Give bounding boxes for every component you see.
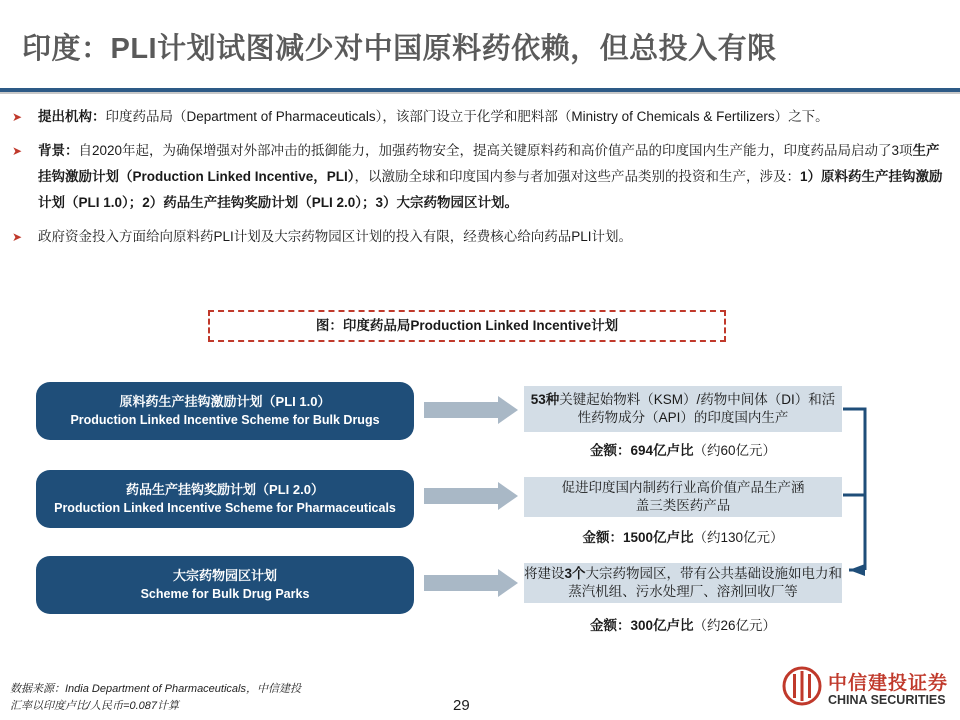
company-logo [782, 666, 958, 714]
scheme-amount [524, 614, 842, 634]
bullet-text: 自2020年起，为确保增强对外部冲击的抵御能力，加强药物安全，提高关键原料药和高价值产品的印度国内生产能力，印度药品局启动了3项 [78, 143, 913, 158]
scheme-desc-text: 大宗药物园区，带有公共基础设施如电力和蒸汽机组、污水处理厂、溶剂回收厂等 [568, 566, 843, 599]
bullet-list [12, 104, 950, 258]
right-arrow-icon [424, 482, 518, 510]
page-title: 印度：PLI计划试图减少对中国原料药依赖，但总投入有限 [22, 33, 777, 65]
scheme-amount [524, 439, 842, 459]
amount-note: （约130亿元） [693, 530, 784, 545]
bullet-text-cont: ，以激励全球和印度国内参与者加强对这些产品类别的投资和生产，涉及： [354, 169, 801, 184]
scheme-amount [524, 526, 842, 546]
scheme-desc-prefix: 将建设 [524, 566, 565, 581]
bullet-text: 印度药品局（Department of Pharmaceuticals），该部门设立于化学和肥料部（Ministry of Chemicals & Fertilizers）之下。 [105, 109, 829, 124]
bullet-label: 提出机构： [38, 109, 106, 124]
right-arrow-icon [424, 569, 518, 597]
amount-label: 金额： [582, 530, 623, 545]
scheme-description [524, 386, 842, 432]
page-number: 29 [453, 697, 470, 714]
exchange-rate-line: 汇率以印度卢比/人民币=0.087计算 [10, 700, 180, 712]
bullet-arrow-icon: ➤ [12, 144, 23, 158]
logo-text-cn: 中信建投证券 [828, 672, 949, 694]
data-source-note [10, 681, 301, 715]
scheme-description [524, 477, 842, 517]
bullet-arrow-icon: ➤ [12, 230, 23, 244]
amount-note: （约26亿元） [693, 618, 777, 633]
bracket-connector [843, 400, 883, 580]
right-arrow-icon [424, 396, 518, 424]
scheme-box-bulk-drugs [36, 382, 414, 440]
amount-value: 1500亿卢比 [622, 530, 694, 545]
scheme-box-pharmaceuticals [36, 470, 414, 528]
scheme-title-cn: 药品生产挂钩奖励计划（PLI 2.0） [126, 482, 324, 497]
title-divider-shadow [0, 92, 960, 94]
scheme-desc-highlight: 53种 [530, 392, 560, 407]
amount-value: 300亿卢比 [630, 618, 694, 633]
amount-label: 金额： [589, 443, 631, 458]
scheme-box-bulk-drug-parks [36, 556, 414, 614]
scheme-title-cn: 大宗药物园区计划 [172, 568, 277, 583]
scheme-desc-text: 促进印度国内制药行业高价值产品生产涵盖三类医药产品 [561, 480, 805, 513]
bullet-highlight-list: 1）原料药生产挂钩激励计划（PLI 1.0）；2）药品生产挂钩奖励计划（PLI 2.0）；3）大宗药物园区计划。 [38, 169, 943, 210]
figure-caption: 图：印度药品局Production Linked Incentive计划 [208, 310, 726, 342]
scheme-description [524, 563, 842, 603]
scheme-desc-highlight: 3个 [564, 566, 586, 581]
scheme-title-cn: 原料药生产挂钩激励计划（PLI 1.0） [119, 394, 331, 409]
citic-logo-icon [782, 666, 822, 706]
bullet-text: 政府资金投入方面给向原料药PLI计划及大宗药物园区计划的投入有限，经费核心给向药品PLI计划。 [38, 229, 633, 244]
bullet-item-background [12, 138, 950, 216]
bullet-arrow-icon: ➤ [12, 110, 23, 124]
amount-value: 694亿卢比 [630, 443, 694, 458]
bullet-highlight: 生产挂钩激励计划（Production Linked Incentive，PLI） [38, 143, 940, 184]
source-line: 数据来源：India Department of Pharmaceuticals，中信建投 [10, 683, 301, 695]
scheme-title-en: Scheme for Bulk Drug Parks [140, 587, 310, 601]
logo-text-en: CHINA SECURITIES [828, 693, 946, 707]
bullet-label: 背景： [38, 143, 79, 158]
bullet-item-funding [12, 224, 950, 250]
amount-note: （约60亿元） [693, 443, 777, 458]
scheme-title-en: Production Linked Incentive Scheme for Pharmaceuticals [54, 501, 396, 515]
bullet-item-agency [12, 104, 950, 130]
scheme-desc-text: 关键起始物料（KSM）/药物中间体（DI）和活性药物成分（API）的印度国内生产 [559, 392, 836, 425]
amount-label: 金额： [589, 618, 631, 633]
scheme-title-en: Production Linked Incentive Scheme for Bulk Drugs [70, 413, 380, 427]
